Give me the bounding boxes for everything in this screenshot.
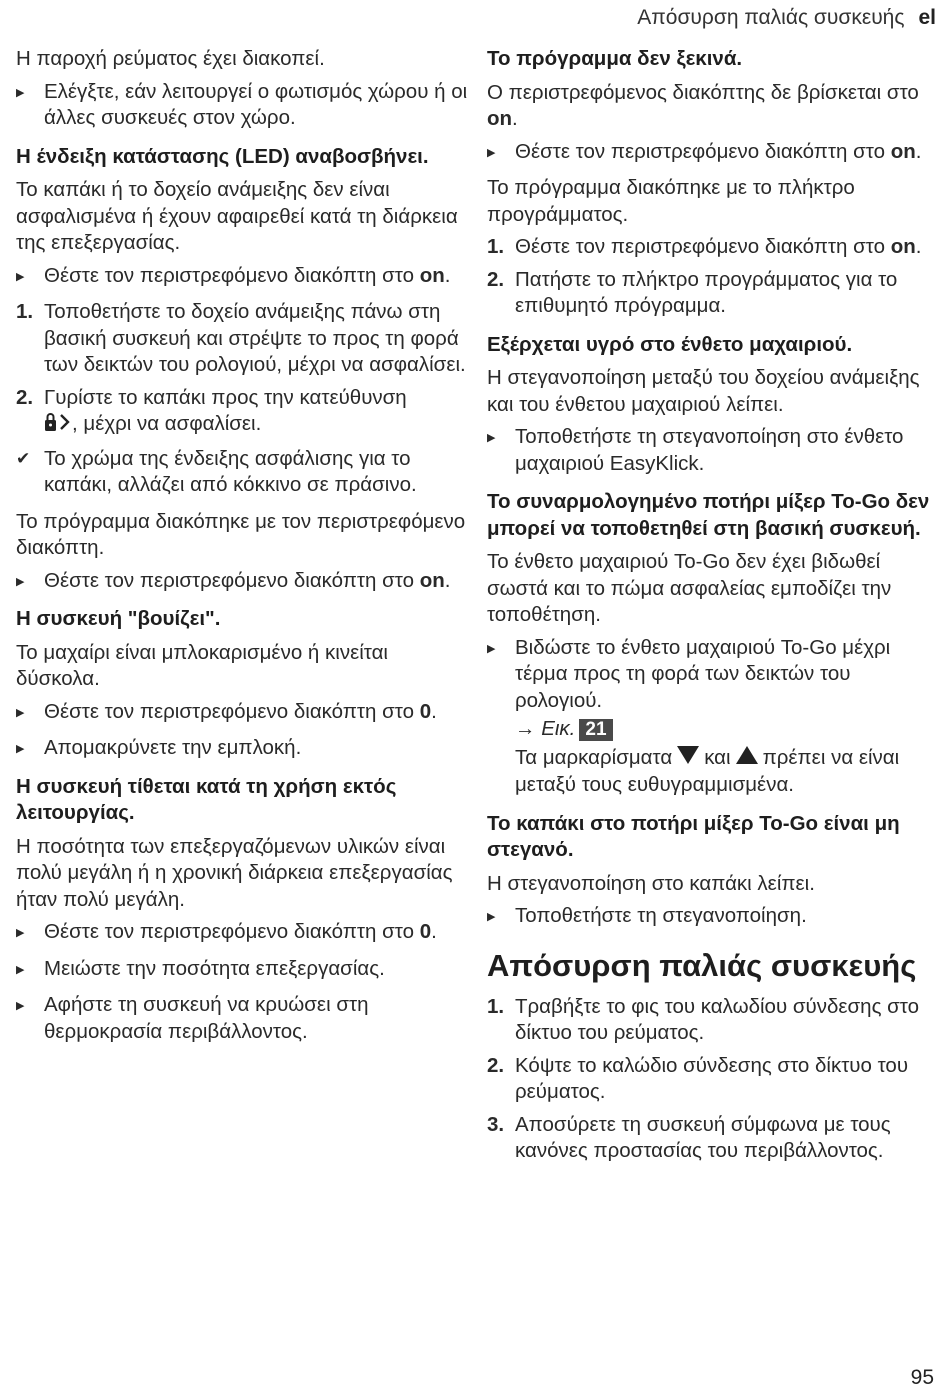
bullet-icon: ▶ (16, 706, 25, 719)
lock-arrow-icon (44, 412, 72, 440)
left-column (16, 46, 468, 1051)
bullet-item: ▶ Απομακρύνετε την εμπλοκή. (16, 735, 468, 762)
numbered-step: 3. Αποσύρετε τη συσκευή σύμφωνα με τους κανόνες προστασίας του περιβάλλοντος. (487, 1112, 891, 1162)
bullet-item: ▶ Αφήστε τη συσκευή να κρυώσει στη θερμοκρασία περιβάλλοντος. (16, 993, 369, 1043)
section-heading: Το καπάκι στο ποτήρι μίξερ To-Go είναι μη στεγανό. (487, 811, 900, 861)
paragraph: Το πρόγραμμα διακόπηκε με τον περιστρεφόμενο διακόπτη. (16, 509, 466, 559)
bullet-item: ▶ Θέστε τον περιστρεφόμενο διακόπτη στο on. (16, 568, 468, 595)
check-icon: ✔ (16, 448, 31, 468)
section-heading: Το πρόγραμμα δεν ξεκινά. (487, 47, 743, 70)
language-code: el (918, 6, 936, 29)
bullet-item: ▶ Μειώστε την ποσότητα επεξεργασίας. (16, 956, 468, 983)
step-number: 2. (487, 267, 505, 291)
section-heading: Η συσκευή "βουίζει". (16, 607, 221, 630)
bullet-icon: ▶ (16, 575, 25, 588)
bullet-item: ▶ Θέστε τον περιστρεφόμενο διακόπτη στο 0. (16, 699, 468, 726)
numbered-step: 2. Κόψτε το καλώδιο σύνδεσης στο δίκτυο του ρεύματος. (487, 1053, 909, 1103)
triangle-down-icon (676, 745, 700, 773)
section-heading: Η ένδειξη κατάστασης (LED) αναβοσβήνει. (16, 144, 429, 168)
numbered-step: 2. Πατήστε το πλήκτρο προγράμματος για το επιθυμητό πρόγραμμα. (487, 267, 898, 317)
paragraph: Η στεγανοποίηση μεταξύ του δοχείου ανάμειξης και του ένθετου μαχαιριού λείπει. (487, 366, 920, 416)
paragraph: Το μαχαίρι είναι μπλοκαρισμένο ή κινείται δύσκολα. (16, 640, 388, 690)
numbered-step: 1. Τραβήξτε το φις του καλωδίου σύνδεσης στο δίκτυο του ρεύματος. (487, 994, 920, 1044)
paragraph: Ο περιστρεφόμενος διακόπτης δε βρίσκεται στο on. (487, 80, 919, 130)
result-item: ✔ Το χρώμα της ένδειξης ασφάλισης για το καπάκι, αλλάζει από κόκκινο σε πράσινο. (16, 446, 417, 496)
paragraph: Η ποσότητα των επεξεργαζόμενων υλικών είναι πολύ μεγάλη ή η χρονική διάρκεια επεξεργασίας ήταν πολύ μεγάλη. (16, 834, 453, 911)
bullet-item: ▶ Τοποθετήστε τη στεγανοποίηση. (487, 903, 937, 930)
bullet-icon: ▶ (487, 911, 496, 923)
right-column (487, 46, 937, 1171)
bullet-icon: ▶ (16, 1000, 25, 1012)
step-number: 1. (16, 300, 34, 323)
paragraph: Το καπάκι ή το δοχείο ανάμειξης δεν είναι ασφαλισμένα ή έχουν αφαιρεθεί κατά τη διάρκεια της επεξεργασίας. (16, 178, 458, 254)
paragraph: Το ένθετο μαχαιριού To-Go δεν έχει βιδωθεί σωστά και το πώμα ασφαλείας εμποδίζει την τοποθέτηση. (487, 550, 892, 626)
paragraph: Η παροχή ρεύματος έχει διακοπεί. (16, 47, 325, 70)
step-number: 1. (487, 994, 505, 1018)
bullet-icon: ▶ (487, 642, 496, 655)
section-heading: Η συσκευή τίθεται κατά τη χρήση εκτός λειτουργίας. (16, 774, 397, 824)
triangle-up-icon (735, 745, 759, 773)
bullet-item: ▶ Ελέγξτε, εάν λειτουργεί ο φωτισμός χώρου ή οι άλλες συσκευές στον χώρο. (16, 79, 468, 129)
step-number: 2. (16, 385, 34, 409)
bullet-item: ▶ Θέστε τον περιστρεφόμενο διακόπτη στο on. (16, 263, 468, 290)
bullet-icon: ▶ (487, 146, 496, 159)
bullet-icon: ▶ (16, 270, 25, 283)
paragraph: Το πρόγραμμα διακόπηκε με το πλήκτρο προγράμματος. (487, 176, 855, 226)
section-heading: Εξέρχεται υγρό στο ένθετο μαχαιριού. (487, 332, 853, 356)
bullet-item: ▶ Τοποθετήστε τη στεγανοποίηση στο ένθετο μαχαιριού EasyKlick. (487, 425, 904, 475)
step-number: 2. (487, 1053, 505, 1077)
chapter-heading: Απόσυρση παλιάς συσκευής (487, 947, 917, 983)
section-heading: Το συναρμολογημένο ποτήρι μίξερ To-Go δεν μπορεί να τοποθετηθεί στη βασική συσκευή. (487, 490, 930, 540)
header-title: Απόσυρση παλιάς συσκευής (637, 6, 905, 29)
paragraph: Η στεγανοποίηση στο καπάκι λείπει. (487, 871, 815, 895)
alignment-note: Τα μαρκαρίσματα και πρέπει να είναι μεταξύ τους ευθυγραμμισμένα. (515, 745, 900, 796)
bullet-item: ▶ Θέστε τον περιστρεφόμενο διακόπτη στο 0. (16, 919, 468, 946)
page-number: 95 (910, 1366, 934, 1389)
bullet-icon: ▶ (16, 963, 25, 976)
bullet-item: ▶ Θέστε τον περιστρεφόμενο διακόπτη στο on. (487, 139, 937, 166)
numbered-step: 2. Γυρίστε το καπάκι προς την κατεύθυνση , μέχρι να ασφαλίσει. (16, 385, 468, 440)
numbered-step: 1. Θέστε τον περιστρεφόμενο διακόπτη στο on. (487, 234, 937, 261)
page-header (637, 6, 936, 30)
bullet-icon: ▶ (487, 432, 496, 444)
bullet-icon: ▶ (16, 743, 25, 755)
bullet-icon: ▶ (16, 86, 25, 99)
figure-number-badge: 21 (579, 719, 612, 741)
figure-reference: → Εικ. 21 (487, 716, 937, 743)
bullet-item: ▶ Βιδώστε το ένθετο μαχαιριού To-Go μέχρι τέρμα προς τη φορά των δεικτών του ρολογιού. (487, 635, 891, 712)
bullet-icon: ▶ (16, 927, 25, 939)
step-number: 1. (487, 235, 505, 258)
step-number: 3. (487, 1112, 505, 1136)
numbered-step: 1. Τοποθετήστε το δοχείο ανάμειξης πάνω στη βασική συσκευή και στρέψτε το προς τη φορά των δεικτών του ρολογιού, μέχρι να ασφαλίσει. (16, 300, 466, 376)
